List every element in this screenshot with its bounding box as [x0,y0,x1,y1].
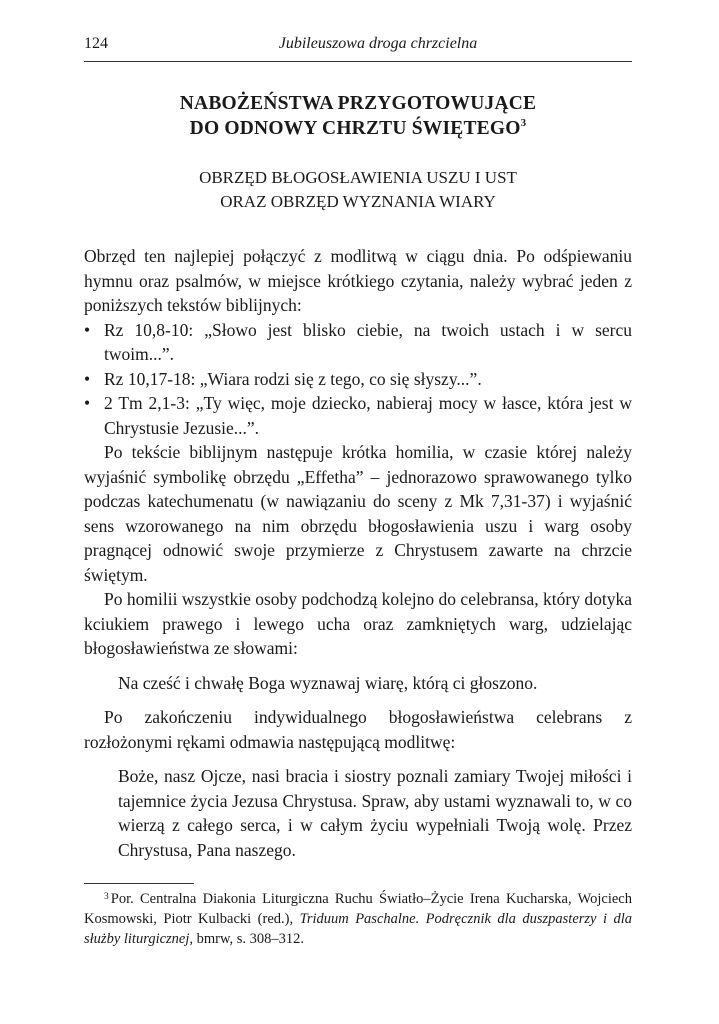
blessing-paragraph: Po homilii wszystkie osoby podchodzą kolejno do celebransa, który dotyka kciukiem prawego i lewego ucha oraz zamkniętych warg, udzielając błogosławieństwa ze słowami: [84,589,632,658]
chapter-title [84,91,632,141]
blessing-formula: Na cześć i chwałę Boga wyznawaj wiarę, którą ci głoszono. [118,672,538,693]
running-title: Jubileuszowa droga chrzcielna [278,35,478,52]
footnote [84,889,632,949]
prayer-text: Boże, nasz Ojcze, nasi bracia i siostry poznali zamiary Twojej miłości i tajemnice życia Jezusa Chrystusa. Spraw, aby ustami wyznawali to, w co wierzą z całego serca, i w całym życiu wypełniali Twoją wolę. Przez Chrystusa, Pana naszego. [118,766,632,860]
page-number: 124 [84,35,108,52]
intro-paragraph: Obrzęd ten najlepiej połączyć z modlitwą w ciągu dnia. Po odśpiewaniu hymnu oraz psalmów, w miejsce krótkiego czytania, należy wybrać jeden z poniższych tekstów biblijnych: [84,246,632,315]
header-rule [84,61,632,62]
homily-paragraph: Po tekście biblijnym następuje krótka homilia, w czasie której należy wyjaśnić symbolikę obrzędu „Effetha” – jednorazowo sprawowanego tylko podczas katechumenatu (w nawiązaniu do sceny z Mk 7,31-37) i wyjaśnić sens wzorowanego na nim obrzędu błogosławienia uszu i warg osoby pragnącej odnowić swoje przymierze z Chrystusem zawarte na chrzcie świętym. [84,442,632,585]
reading-text: Rz 10,8-10: „Słowo jest blisko ciebie, na twoich ustach i w sercu twoim...”. [104,319,632,364]
section-subtitle-line2: ORAZ OBRZĘD WYZNANIA WIARY [220,192,496,211]
chapter-title-line2: DO ODNOWY CHRZTU ŚWIĘTEGO [189,118,521,139]
footnote-publication: , bmrw, s. 308–312. [189,931,305,947]
section-subtitle-line1: OBRZĘD BŁOGOSŁAWIENIA USZU I UST [199,168,517,187]
reading-text: 2 Tm 2,1-3: „Ty więc, moje dziecko, nabieraj mocy w łasce, która jest w Chrystusie Jezusie...”. [104,393,632,438]
section-subtitle [84,166,632,214]
after-blessing-paragraph: Po zakończeniu indywidualnego błogosławieństwa celebrans z rozłożonymi rękami odmawia następującą modlitwę: [84,707,632,752]
body-text [84,244,632,862]
footnote-reference[interactable]: 3 [520,117,527,129]
bullet-icon: • [84,368,91,389]
list-item [84,318,632,367]
list-item [84,391,632,440]
chapter-title-line1: NABOŻEŃSTWA PRZYGOTOWUJĄCE [179,93,537,114]
readings-list [84,318,632,441]
footnote-number: 3 [104,892,109,902]
list-item [84,367,632,392]
bullet-icon: • [84,393,91,413]
reading-text: Rz 10,17-18: „Wiara rodzi się z tego, co się słyszy...”. [104,368,482,389]
bullet-icon: • [84,319,91,340]
footnote-text: Por. Centralna Diakonia Liturgiczna Ruchu Światło–Życie Irena Kucharska, Wojciech Kosmowski, Piotr Kulbacki (red.), [84,891,632,927]
footnote-book-title: Triduum Paschalne. Podręcznik dla duszpasterzy i dla służby liturgicznej [84,911,632,947]
footnote-rule [84,883,194,884]
